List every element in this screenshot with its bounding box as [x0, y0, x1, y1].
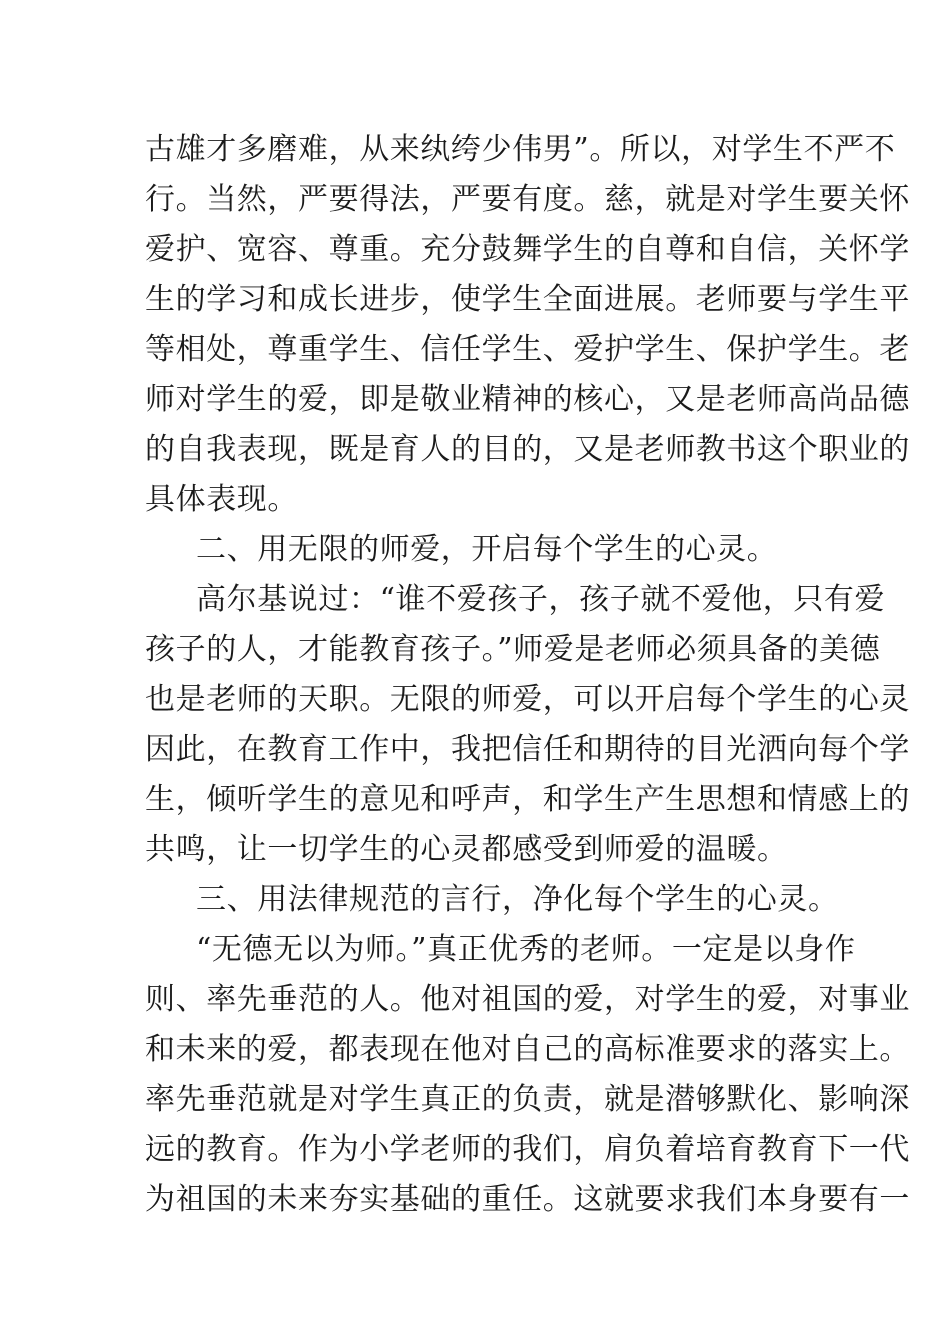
section-heading: 三、用法律规范的言行，净化每个学生的心灵。 — [196, 882, 839, 917]
paragraph-start-line: 高尔基说过：“谁不爱孩子，孩子就不爱他，只有爱 — [196, 582, 886, 617]
paragraph-start-line: “无德无以为师。”真正优秀的老师。一定是以身作 — [196, 932, 856, 967]
text-line: 也是老师的天职。无限的师爱，可以开启每个学生的心灵 — [145, 682, 910, 717]
text-line: 师对学生的爱，即是敬业精神的核心，又是老师高尚品德 — [145, 382, 910, 417]
text-line: 等相处，尊重学生、信任学生、爱护学生、保护学生。老 — [145, 332, 910, 367]
section-heading: 二、用无限的师爱，开启每个学生的心灵。 — [196, 532, 778, 567]
text-line: 孩子的人，才能教育孩子。”师爱是老师必须具备的美德 — [145, 632, 881, 667]
text-line: 率先垂范就是对学生真正的负责，就是潜够默化、影响深 — [145, 1082, 910, 1117]
text-line: 生，倾听学生的意见和呼声，和学生产生思想和情感上的 — [145, 782, 910, 817]
text-line: 具体表现。 — [145, 482, 298, 517]
text-line: 共鸣，让一切学生的心灵都感受到师爱的温暖。 — [145, 832, 788, 867]
text-line: 生的学习和成长进步，使学生全面进展。老师要与学生平 — [145, 282, 910, 317]
text-line: 远的教育。作为小学老师的我们，肩负着培育教育下一代 — [145, 1132, 910, 1167]
text-line: 的自我表现，既是育人的目的，又是老师教书这个职业的 — [145, 432, 910, 467]
text-line: 则、率先垂范的人。他对祖国的爱，对学生的爱，对事业 — [145, 982, 910, 1017]
text-line: 和未来的爱，都表现在他对自己的高标准要求的落实上。 — [145, 1032, 910, 1067]
text-line: 古雄才多磨难，从来纨绔少伟男”。所以，对学生不严不 — [145, 132, 896, 167]
text-line: 因此，在教育工作中，我把信任和期待的目光洒向每个学 — [145, 732, 910, 767]
text-line: 爱护、宽容、尊重。充分鼓舞学生的自尊和自信，关怀学 — [145, 232, 910, 267]
text-line: 行。当然，严要得法，严要有度。慈，就是对学生要关怀 — [145, 182, 910, 217]
text-line: 为祖国的未来夯实基础的重任。这就要求我们本身要有一 — [145, 1182, 910, 1217]
